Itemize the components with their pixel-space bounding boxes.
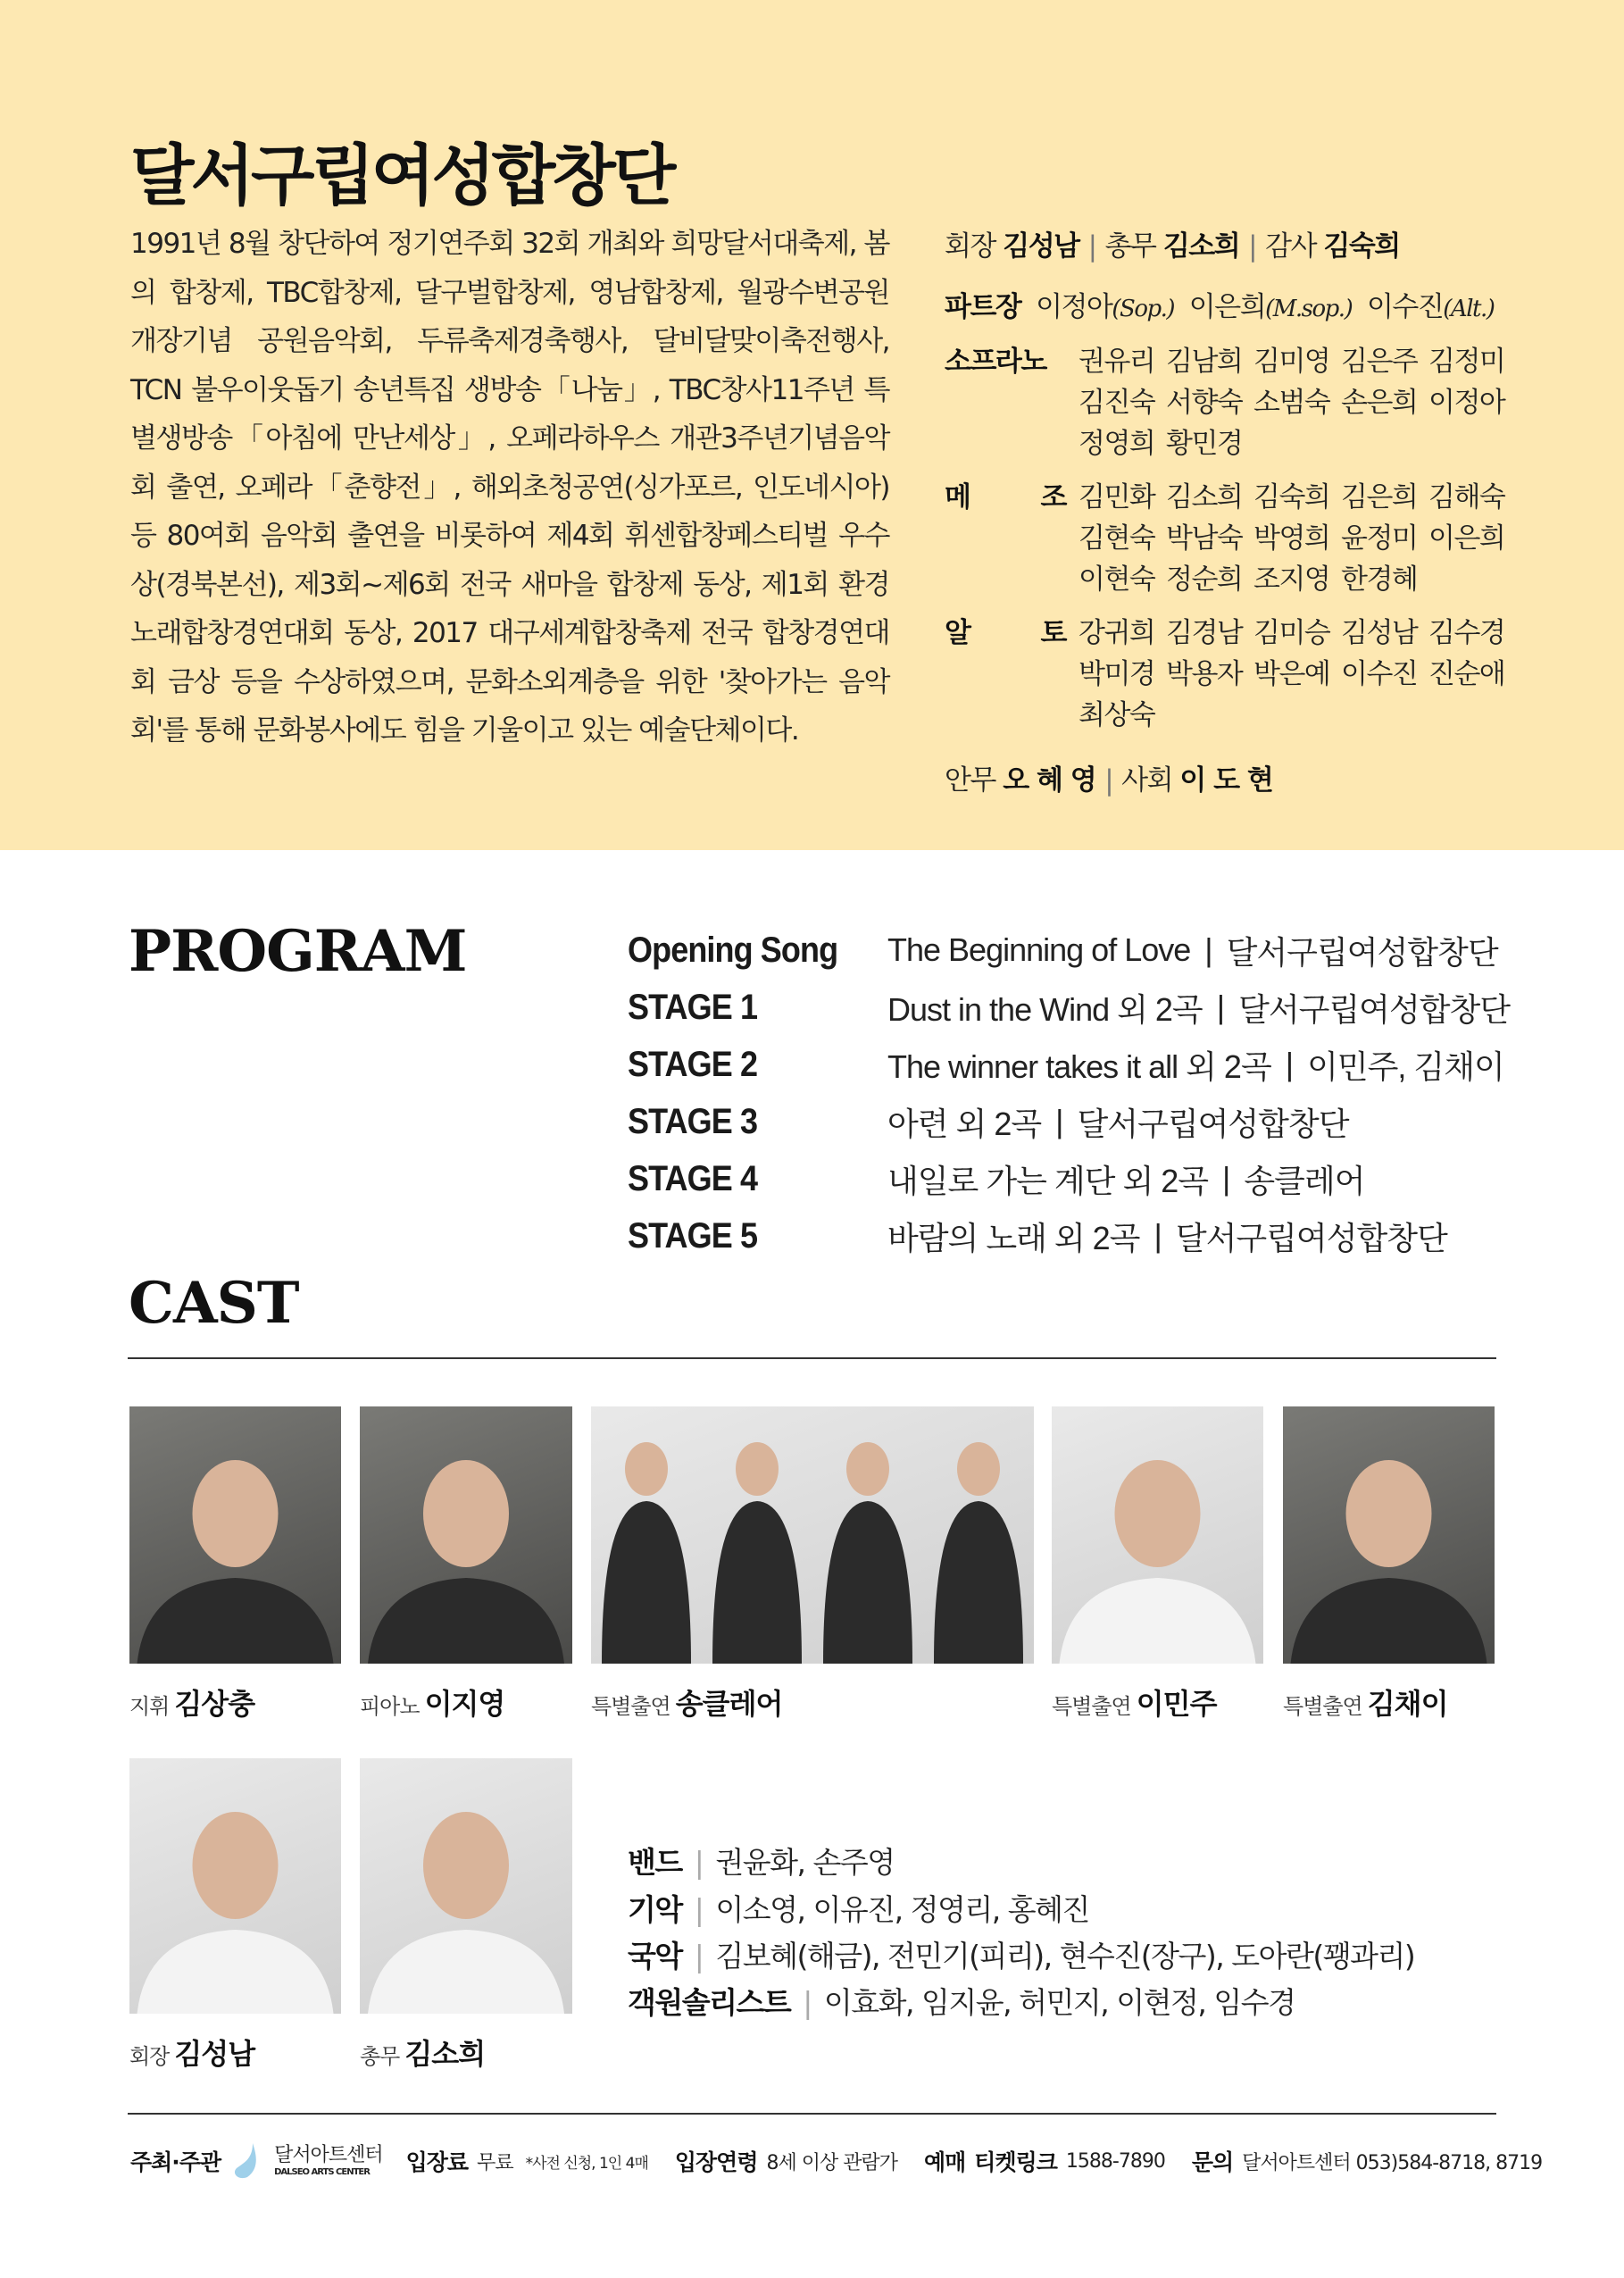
stage-label: STAGE 5 [628, 1215, 758, 1256]
part-label: 소프라노 [945, 346, 1046, 378]
part-label: 메 조 [945, 481, 1066, 513]
member-name: 김은주 [1341, 346, 1418, 378]
program-row: STAGE 1 Dust in the Wind 외 2곡 | 달서구립여성합창단 [628, 982, 1510, 1032]
stage-label: STAGE 1 [628, 987, 758, 1027]
cast-caption: 총무 김소희 [360, 2037, 486, 2071]
member-name: 이현숙 [1079, 563, 1155, 596]
cast-caption: 피아노 이지영 [360, 1687, 505, 1721]
choir-part [945, 341, 1534, 464]
member-name: 손은희 [1341, 387, 1418, 419]
program-row: STAGE 4 내일로 가는 계단 외 2곡 | 송클레어 [628, 1154, 1364, 1204]
performer: 달서구립여성합창단 [1238, 990, 1511, 1028]
member-name: 이수진 [1341, 658, 1418, 690]
part-leaders: 파트장 이정아(Sop.) 이은희(M.sop.) 이수진(Alt.) [945, 291, 1495, 323]
member-name: 김은희 [1341, 481, 1418, 513]
member-name: 박남숙 [1166, 522, 1243, 555]
performer: 이민주, 김채이 [1307, 1047, 1504, 1085]
program-row: STAGE 5 바람의 노래 외 2곡 | 달서구립여성합창단 [628, 1211, 1447, 1261]
member-name: 박용자 [1166, 658, 1243, 690]
member-name: 박미경 [1079, 658, 1155, 690]
performer: 달서구립여성합창단 [1226, 933, 1498, 971]
stage-label: STAGE 2 [628, 1044, 758, 1084]
footer: 주최·주관 달서아트센터 DALSEO ARTS CENTER 입장료 무료 *사전 신청, 1인 4매 입장연령 8세 이상 관람가 예매 티켓링크 1588-7890 문의 달서아트센터 053)584-8718, 8719 [130, 2141, 1505, 2181]
member-name: 김현숙 [1079, 522, 1155, 555]
member-name: 최상숙 [1079, 699, 1155, 731]
program-row: Opening Song The Beginning of Love | 달서구립여성합창단 [628, 925, 1498, 975]
member-name: 박영희 [1253, 522, 1330, 555]
divider [128, 2113, 1496, 2115]
program-heading: PROGRAM [129, 918, 467, 985]
choir-part [945, 477, 1534, 600]
member-name: 박은예 [1253, 658, 1330, 690]
performer: 달서구립여성합창단 [1175, 1219, 1447, 1256]
member-name: 정순희 [1166, 563, 1243, 596]
member-name: 김미승 [1253, 617, 1330, 649]
program-row: STAGE 2 The winner takes it all 외 2곡 | 이민주, 김채이 [628, 1039, 1504, 1089]
member-name: 정영희 [1079, 428, 1155, 460]
member-name: 김남희 [1166, 346, 1243, 378]
logo-icon [229, 2141, 269, 2181]
member-name: 김성남 [1341, 617, 1418, 649]
cast-caption: 지휘 김상충 [129, 1687, 255, 1721]
cast-heading: CAST [129, 1270, 299, 1337]
song-title: The Beginning of Love [887, 931, 1191, 968]
choir-history: 1991년 8월 창단하여 정기연주회 32회 개최와 희망달서대축제, 봄의 합창제, TBC합창제, 달구벌합창제, 영남합창제, 월광수변공원 개장기념 공원음악회, 두류축제경축행사, 달비달맞이축전행사, TCN 불우이웃돕기 송년특집 생방송「나눔」, TBC창사11주년 특별생방송「아침에 만난세상」, 오페라하우스 개관3주년기념음악회 출연, 오페라「춘향전」, 해외초청공연(싱가포르, 인도네시아) 등 80여회 음악회 출연을 비롯하여 제4회 휘센합창페스티벌 우수상(경북본선), 제3회~제6회 전국 새마을 합창제 동상, 제1회 환경노래합창경연대회 동상, 2017 대구세계합창축제 전국 합창경연대회 금상 등을 수상하였으며, 문화소외계층을 위한 '찾아가는 음악회'를 통해 문화봉사에도 힘을 기울이고 있는 예술단체이다. [130, 228, 889, 747]
divider [128, 1357, 1496, 1359]
song-title: 아련 외 2곡 [887, 1105, 1042, 1142]
ensemble-row: 기악 | 이소영, 이유진, 정영리, 홍혜진 [628, 1892, 1089, 1927]
cast-photo [1283, 1406, 1495, 1664]
member-name: 소범숙 [1253, 387, 1330, 419]
member-name: 김경남 [1166, 617, 1243, 649]
performer: 송클레어 [1244, 1162, 1365, 1199]
cast-caption: 특별출연 이민주 [1052, 1687, 1217, 1721]
member-name: 한경혜 [1341, 563, 1418, 596]
member-name: 김숙희 [1253, 481, 1330, 513]
song-title: 내일로 가는 계단 외 2곡 [887, 1162, 1209, 1199]
cast-photo [129, 1406, 341, 1664]
member-name: 윤정미 [1341, 522, 1418, 555]
cast-photo [591, 1406, 1034, 1664]
member-name: 김정미 [1428, 346, 1505, 378]
member-name: 김미영 [1253, 346, 1330, 378]
member-name: 황민경 [1166, 428, 1243, 460]
staff: 안무 오 혜 영 | 사회 이 도 현 [945, 764, 1273, 797]
ensemble-row: 국악 | 김보혜(해금), 전민기(피리), 현수진(장구), 도아란(꽹과리) [628, 1939, 1415, 1973]
stage-label: STAGE 4 [628, 1158, 758, 1198]
cast-caption: 특별출연 송클레어 [591, 1687, 783, 1721]
member-name: 김민화 [1079, 481, 1155, 513]
member-name: 이은희 [1428, 522, 1505, 555]
member-name: 김진숙 [1079, 387, 1155, 419]
member-name: 진순애 [1428, 658, 1505, 690]
cast-caption: 회장 김성남 [129, 2037, 255, 2071]
cast-photo [129, 1758, 341, 2014]
ensemble-row: 객원솔리스트 | 이효화, 임지윤, 허민지, 이현정, 임수경 [628, 1985, 1295, 2020]
officers: 회장 김성남 | 총무 김소희 | 감사 김숙희 [945, 230, 1400, 263]
member-name: 김소희 [1166, 481, 1243, 513]
performer: 달서구립여성합창단 [1077, 1105, 1349, 1142]
program-row: STAGE 3 아련 외 2곡 | 달서구립여성합창단 [628, 1097, 1348, 1147]
member-name: 조지영 [1253, 563, 1330, 596]
choir-parts [945, 341, 1534, 748]
member-name: 김수경 [1428, 617, 1505, 649]
member-name: 김해숙 [1428, 481, 1505, 513]
stage-label: STAGE 3 [628, 1101, 758, 1141]
member-name: 강귀희 [1079, 617, 1155, 649]
choir-part [945, 613, 1534, 736]
member-name: 이정아 [1428, 387, 1505, 419]
member-name: 서향숙 [1166, 387, 1243, 419]
member-name: 권유리 [1079, 346, 1155, 378]
cast-caption: 특별출연 김채이 [1283, 1687, 1448, 1721]
song-title: 바람의 노래 외 2곡 [887, 1219, 1140, 1256]
dalseo-arts-center-logo: 달서아트센터 DALSEO ARTS CENTER [229, 2141, 383, 2181]
stage-label: Opening Song [628, 930, 838, 970]
cast-photo [360, 1758, 572, 2014]
ensemble-row: 밴드 | 권윤화, 손주영 [628, 1845, 895, 1880]
cast-photo [360, 1406, 572, 1664]
song-title: Dust in the Wind 외 2곡 [887, 990, 1203, 1028]
choir-title: 달서구립여성합창단 [130, 138, 673, 214]
cast-photo [1052, 1406, 1263, 1664]
part-label: 알 토 [945, 617, 1066, 649]
song-title: The winner takes it all 외 2곡 [887, 1047, 1271, 1085]
